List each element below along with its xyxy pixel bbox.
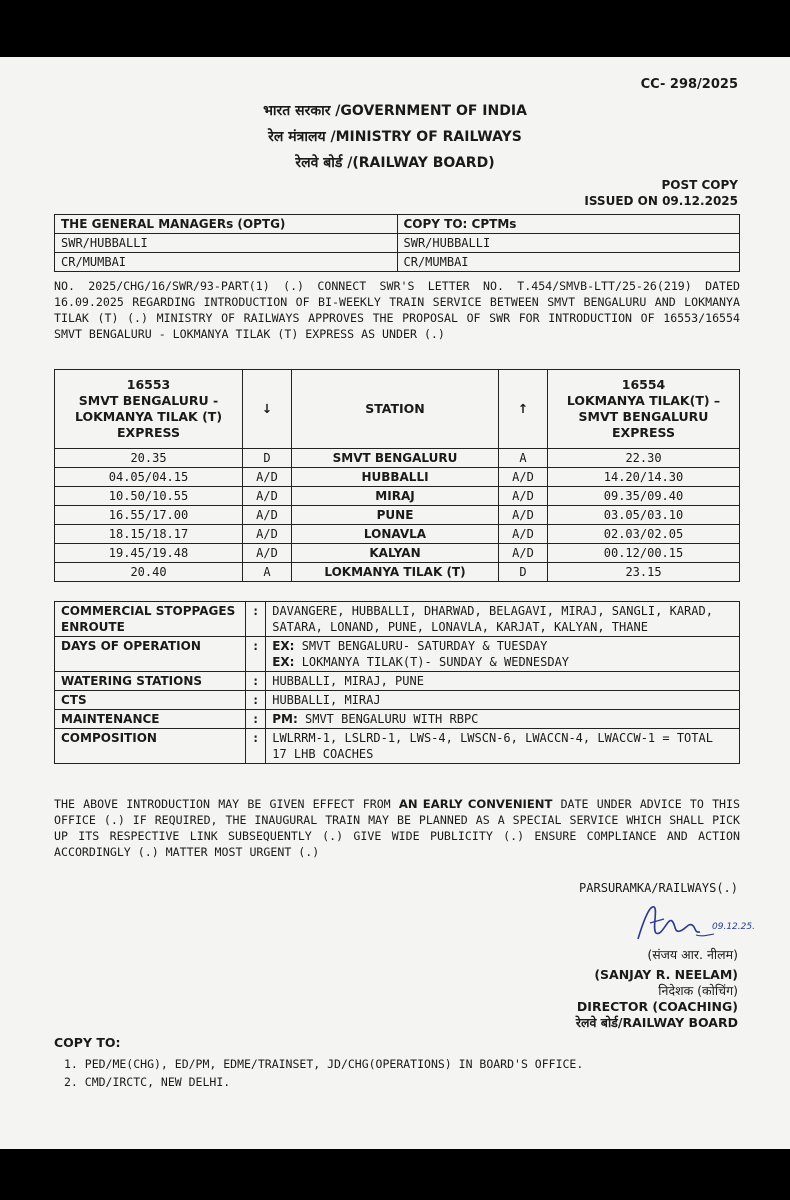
station-heading: STATION [292,370,499,449]
up-train-number: 16554 [621,377,666,392]
down-arr-dep: A/D [243,487,292,506]
signatory-hindi-name: (संजय आर. नीलम) [647,947,738,962]
signatory-block [576,967,738,1031]
timetable-row [55,544,740,563]
copy-to-item: 2. CMD/IRCTC, NEW DELHI. [64,1075,231,1089]
timetable-header-row [55,370,740,449]
up-train-name: LOKMANYA TILAK(T) – SMVT BENGALURU EXPRESS [566,393,721,440]
signatory-board: रेलवे बोर्ड/RAILWAY BOARD [575,1015,738,1030]
copy-heading: COPY TO: CPTMs [397,215,740,234]
post-copy-block [584,177,738,209]
station-name: LOKMANYA TILAK (T) [292,563,499,582]
reference-number: CC- 298/2025 [640,77,738,92]
timetable-row [55,525,740,544]
signature-date: 09.12.25. [712,922,755,932]
post-copy-label: POST COPY [661,178,738,192]
up-time: 02.03/02.05 [548,525,740,544]
station-name: HUBBALLI [292,468,499,487]
composition-value: LWLRRM-1, LSLRD-1, LWS-4, LWSCN-6, LWACCN-4, LWACCW-1 = TOTAL 17 LHB COACHES [266,729,740,764]
address-row [55,234,740,253]
down-arr-dep: D [243,449,292,468]
signatory-hindi-title: निदेशक (कोचिंग) [658,983,738,998]
signatory-title: DIRECTOR (COACHING) [576,999,738,1014]
stoppages-label: COMMERCIAL STOPPAGES ENROUTE [55,602,246,637]
address-copy: SWR/HUBBALLI [397,234,740,253]
days-text: SMVT BENGALURU- SATURDAY & TUESDAY [294,639,548,653]
colon: : [246,672,266,691]
address-row [55,253,740,272]
info-row-maintenance [55,710,740,729]
copy-to-item: 1. PED/ME(CHG), ED/PM, EDME/TRAINSET, JD/CHG(OPERATIONS) IN BOARD'S OFFICE. [64,1057,584,1071]
days-label: DAYS OF OPERATION [55,637,246,672]
down-time: 10.50/10.55 [55,487,243,506]
down-arrow: ↓ [243,370,292,449]
up-time: 00.12/00.15 [548,544,740,563]
up-arr-dep: A/D [499,506,548,525]
to-heading: THE GENERAL MANAGERs (OPTG) [55,215,398,234]
address-to: CR/MUMBAI [55,253,398,272]
colon: : [246,710,266,729]
up-arr-dep: A/D [499,468,548,487]
watering-value: HUBBALLI, MIRAJ, PUNE [266,672,740,691]
up-time: 03.05/03.10 [548,506,740,525]
closing-paragraph [54,796,740,860]
up-arr-dep: A/D [499,525,548,544]
station-name: LONAVLA [292,525,499,544]
down-arr-dep: A/D [243,525,292,544]
down-train-number: 16553 [126,377,171,392]
train-info-table [54,601,740,764]
ex-prefix: EX: [272,639,295,653]
watering-label: WATERING STATIONS [55,672,246,691]
colon: : [246,729,266,764]
handwritten-signature [630,899,770,945]
days-value [266,637,740,672]
up-time: 23.15 [548,563,740,582]
info-row-days [55,637,740,672]
down-arr-dep: A/D [243,468,292,487]
station-name: KALYAN [292,544,499,563]
down-time: 19.45/19.48 [55,544,243,563]
colon: : [246,691,266,710]
info-row-watering [55,672,740,691]
up-time: 09.35/09.40 [548,487,740,506]
down-arr-dep: A/D [243,506,292,525]
header-board: रेलवे बोर्ड /(RAILWAY BOARD) [295,155,495,171]
up-time: 14.20/14.30 [548,468,740,487]
down-arr-dep: A [243,563,292,582]
address-to: SWR/HUBBALLI [55,234,398,253]
timetable [54,369,740,582]
down-arr-dep: A/D [243,544,292,563]
address-table [54,214,740,272]
down-time: 20.40 [55,563,243,582]
up-arrow: ↑ [499,370,548,449]
info-row-cts [55,691,740,710]
cts-value: HUBBALLI, MIRAJ [266,691,740,710]
up-arr-dep: A/D [499,544,548,563]
document-page [0,57,790,1149]
closing-text: THE ABOVE INTRODUCTION MAY BE GIVEN EFFECT FROM [54,797,399,811]
address-copy: CR/MUMBAI [397,253,740,272]
stoppages-value: DAVANGERE, HUBBALLI, DHARWAD, BELAGAVI, MIRAJ, SANGLI, KARAD, SATARA, LONAND, PUNE, LONAVLA, KARJAT, KALYAN, THANE [266,602,740,637]
address-header-row [55,215,740,234]
up-arr-dep: A/D [499,487,548,506]
timetable-row [55,487,740,506]
header-government: भारत सरकार /GOVERNMENT OF INDIA [263,103,527,119]
station-name: PUNE [292,506,499,525]
timetable-row [55,468,740,487]
pm-prefix: PM: [272,712,298,726]
days-text: LOKMANYA TILAK(T)- SUNDAY & WEDNESDAY [294,655,570,669]
down-time: 18.15/18.17 [55,525,243,544]
down-time: 20.35 [55,449,243,468]
composition-label: COMPOSITION [55,729,246,764]
closing-emphasis: AN EARLY CONVENIENT [398,797,553,811]
days-line [272,654,733,670]
header-ministry: रेल मंत्रालय /MINISTRY OF RAILWAYS [268,129,522,145]
down-time: 16.55/17.00 [55,506,243,525]
info-row-stoppages [55,602,740,637]
maintenance-value [266,710,740,729]
info-row-composition [55,729,740,764]
intro-paragraph: NO. 2025/CHG/16/SWR/93-PART(1) (.) CONNECT SWR'S LETTER NO. T.454/SMVB-LTT/25-26(219) DATED 16.09.2025 REGARDING INTRODUCTION OF BI-WEEKLY TRAIN SERVICE BETWEEN SMVT BENGALURU AND LOKMANYA TILAK (T) (.) MINISTRY OF RAILWAYS APPROVES THE PROPOSAL OF SWR FOR INTRODUCTION OF 16553/16554 SMVT BENGALURU - LOKMANYA TILAK (T) EXPRESS AS UNDER (.) [54,279,740,341]
down-train-header [55,370,243,449]
timetable-row [55,449,740,468]
closing-text: DATE UNDER ADVICE TO THIS OFFICE (.) IF REQUIRED, THE INAUGURAL TRAIN MAY BE PLANNED AS A SPECIAL SERVICE WHICH SHALL PICK UP ITS RESPECTIVE LINK SUBSEQUENTLY (.) GIVE WIDE PUBLICITY (.) ENSURE COMPLIANCE AND ACTION ACCORDINGLY (.) MATTER MOST URGENT (.) [54,797,740,859]
station-name: MIRAJ [292,487,499,506]
issued-date: ISSUED ON 09.12.2025 [584,194,738,208]
days-line [272,638,733,654]
colon: : [246,602,266,637]
ex-prefix: EX: [272,655,295,669]
up-time: 22.30 [548,449,740,468]
up-arr-dep: A [499,449,548,468]
timetable-row [55,563,740,582]
timetable-row [55,506,740,525]
cts-label: CTS [55,691,246,710]
maintenance-text: SMVT BENGALURU WITH RBPC [297,712,479,726]
up-train-header [548,370,740,449]
colon: : [246,637,266,672]
down-time: 04.05/04.15 [55,468,243,487]
down-train-name: SMVT BENGALURU - LOKMANYA TILAK (T) EXPRESS [74,393,223,440]
signoff-line: PARSURAMKA/RAILWAYS(.) [579,881,738,895]
maintenance-label: MAINTENANCE [55,710,246,729]
signatory-name: (SANJAY R. NEELAM) [594,967,738,982]
copy-to-heading: COPY TO: [54,1035,121,1050]
station-name: SMVT BENGALURU [292,449,499,468]
up-arr-dep: D [499,563,548,582]
